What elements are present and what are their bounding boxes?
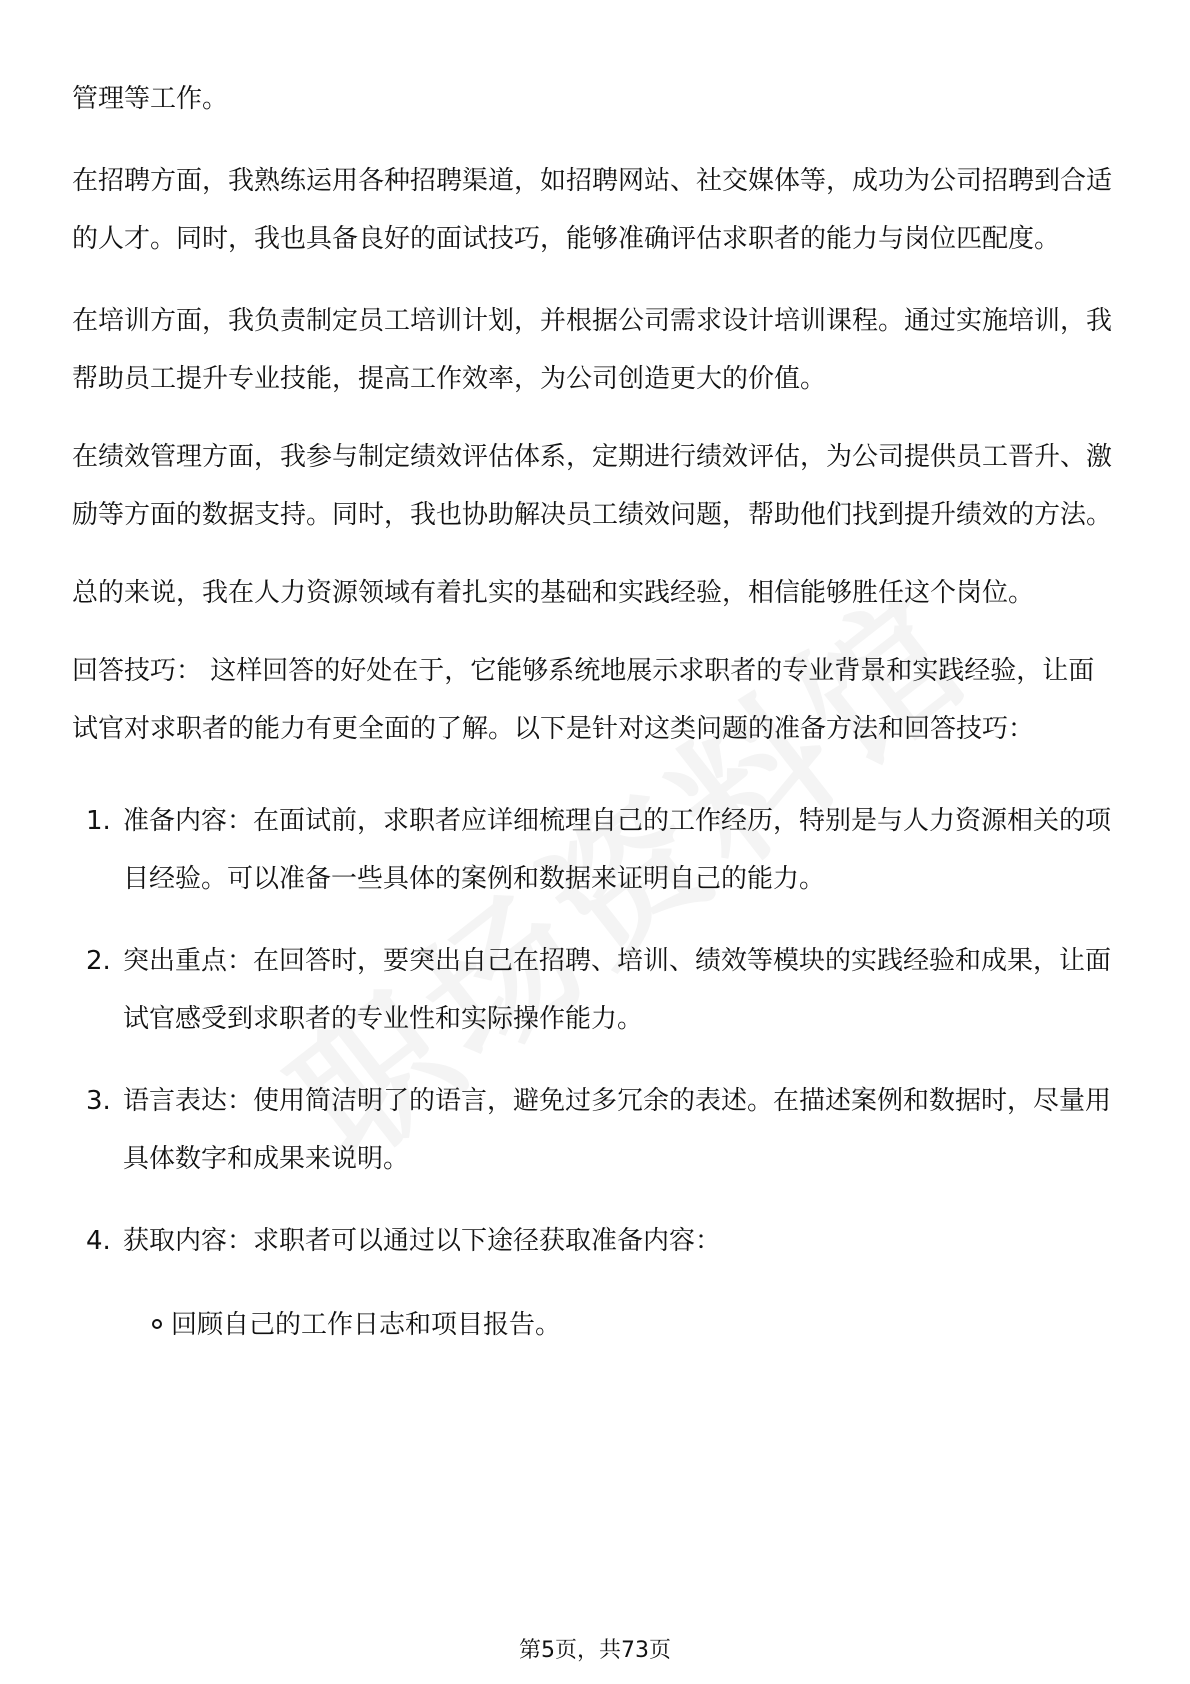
paragraph-recruitment: 在招聘方面，我熟练运用各种招聘渠道，如招聘网站、社交媒体等，成功为公司招聘到合适的人才。同时，我也具备良好的面试技巧，能够准确评估求职者的能力与岗位匹配度。 bbox=[72, 166, 1113, 254]
list-item bbox=[72, 1212, 1120, 1270]
paragraph-summary: 总的来说，我在人力资源领域有着扎实的基础和实践经验，相信能够胜任这个岗位。 bbox=[72, 578, 1035, 608]
tips-list bbox=[72, 792, 1120, 1270]
list-item-text: 准备内容：在面试前，求职者应详细梳理自己的工作经历，特别是与人力资源相关的项目经验。可以准备一些具体的案例和数据来证明自己的能力。 bbox=[123, 806, 1112, 894]
sub-list-item-text: 回顾自己的工作日志和项目报告。 bbox=[171, 1310, 562, 1340]
list-item bbox=[72, 1072, 1120, 1188]
page-footer: 第5页，共73页 bbox=[519, 1638, 671, 1663]
list-item bbox=[72, 932, 1120, 1048]
paragraph-performance: 在绩效管理方面，我参与制定绩效评估体系，定期进行绩效评估，为公司提供员工晋升、激励等方面的数据支持。同时，我也协助解决员工绩效问题，帮助他们找到提升绩效的方法。 bbox=[72, 442, 1113, 530]
list-item-number: 3. bbox=[86, 1086, 111, 1116]
list-item-number: 4. bbox=[86, 1226, 111, 1256]
circle-bullet-icon bbox=[152, 1319, 162, 1329]
list-item-text: 突出重点：在回答时，要突出自己在招聘、培训、绩效等模块的实践经验和成果，让面试官感受到求职者的专业性和实际操作能力。 bbox=[123, 946, 1112, 1034]
list-item-text: 语言表达：使用简洁明了的语言，避免过多冗余的表述。在描述案例和数据时，尽量用具体数字和成果来说明。 bbox=[123, 1086, 1112, 1174]
list-item-text: 获取内容：求职者可以通过以下途径获取准备内容： bbox=[123, 1226, 722, 1256]
document-body bbox=[72, 70, 1120, 1354]
list-item bbox=[72, 792, 1120, 908]
paragraph-intro-tail: 管理等工作。 bbox=[72, 84, 229, 114]
paragraph-training: 在培训方面，我负责制定员工培训计划，并根据公司需求设计培训课程。通过实施培训，我帮助员工提升专业技能，提高工作效率，为公司创造更大的价值。 bbox=[72, 306, 1113, 394]
list-item-number: 1. bbox=[86, 806, 111, 836]
list-item-number: 2. bbox=[86, 946, 111, 976]
paragraph-answer-tips: 回答技巧： 这样回答的好处在于，它能够系统地展示求职者的专业背景和实践经验，让面试官对求职者的能力有更全面的了解。以下是针对这类问题的准备方法和回答技巧： bbox=[72, 656, 1095, 744]
sub-list-item bbox=[72, 1296, 1120, 1354]
